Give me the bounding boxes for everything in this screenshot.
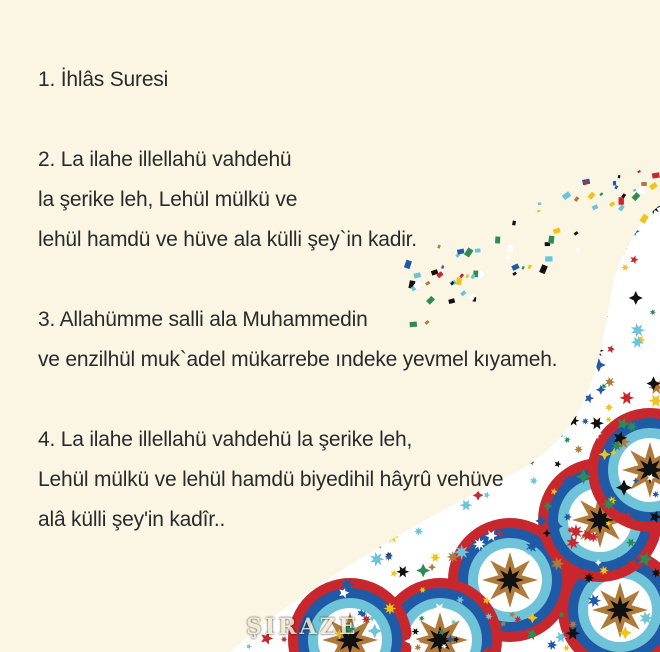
prayer-2 (38, 140, 557, 260)
prayer-line: alâ külli şey'in kadîr.. (38, 508, 226, 531)
prayer-line: la şerike leh, Lehül mülkü ve (38, 188, 298, 211)
prayer-line: lehül hamdü ve hüve ala külli şey`in kadir. (38, 228, 417, 251)
prayer-line: 4. La ilahe illellahü vahdehü la şerike leh, (38, 428, 413, 451)
prayer-3 (38, 300, 557, 380)
prayer-text (38, 60, 557, 540)
prayer-line: 3. Allahümme salli ala Muhammedin (38, 308, 368, 331)
prayer-line: 1. İhlâs Suresi (38, 68, 169, 91)
prayer-1 (38, 60, 557, 100)
prayer-line: 2. La ilahe illellahü vahdehü (38, 148, 292, 171)
prayer-line: ve enzilhül muk`adel mükarrebe ındeke yevmel kıyameh. (38, 348, 558, 371)
prayer-line: Lehül mülkü ve lehül hamdü biyedihil hâyrû vehüve (38, 468, 504, 491)
brand-watermark: ŞIRAZE (246, 614, 359, 640)
prayer-4 (38, 420, 557, 540)
